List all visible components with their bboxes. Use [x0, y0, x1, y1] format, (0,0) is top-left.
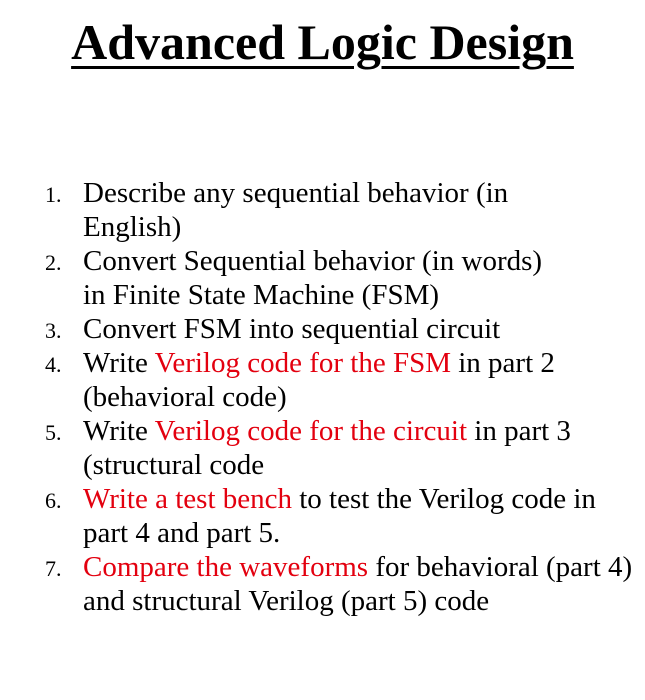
page-title: Advanced Logic Design [71, 14, 574, 70]
step-highlight-text: Write a test bench [83, 483, 292, 515]
step-text: Convert Sequential behavior (in words) [83, 245, 543, 277]
step-text-continued: to test the Verilog code in part 4 and part 5. [83, 483, 596, 549]
step-number: 6. [45, 488, 62, 513]
steps-list [0, 176, 645, 618]
list-item-step-4 [0, 346, 645, 414]
step-text: Describe any sequential behavior (in [83, 177, 509, 209]
step-number: 2. [45, 250, 62, 275]
step-text-continued: in part 3 (structural code [83, 415, 571, 481]
step-highlight-text: Compare the waveforms [83, 551, 369, 583]
step-number: 7. [45, 556, 62, 581]
list-item-step-5 [0, 414, 645, 482]
step-number: 4. [45, 352, 62, 377]
step-text-continued: for behavioral (part 4) and structural Verilog (part 5) code [83, 551, 633, 617]
step-text-continued: in part 2 (behavioral code) [83, 347, 555, 413]
step-highlight-text: Verilog code for the FSM [154, 347, 451, 379]
step-text: Write [83, 415, 148, 447]
step-text: Convert FSM into sequential circuit [83, 313, 501, 345]
step-highlight-text: Verilog code for the circuit [154, 415, 468, 447]
step-number: 1. [45, 182, 62, 207]
list-item-step-1 [0, 176, 645, 244]
list-item-step-3 [0, 312, 645, 346]
list-item-step-6 [0, 482, 645, 550]
list-item-step-7 [0, 550, 645, 618]
step-text-continued: in Finite State Machine (FSM) [83, 279, 440, 311]
step-number: 3. [45, 318, 62, 343]
step-text: Write [83, 347, 148, 379]
step-number: 5. [45, 420, 62, 445]
list-item-step-2 [0, 244, 645, 312]
step-text-continued: English) [83, 211, 182, 243]
